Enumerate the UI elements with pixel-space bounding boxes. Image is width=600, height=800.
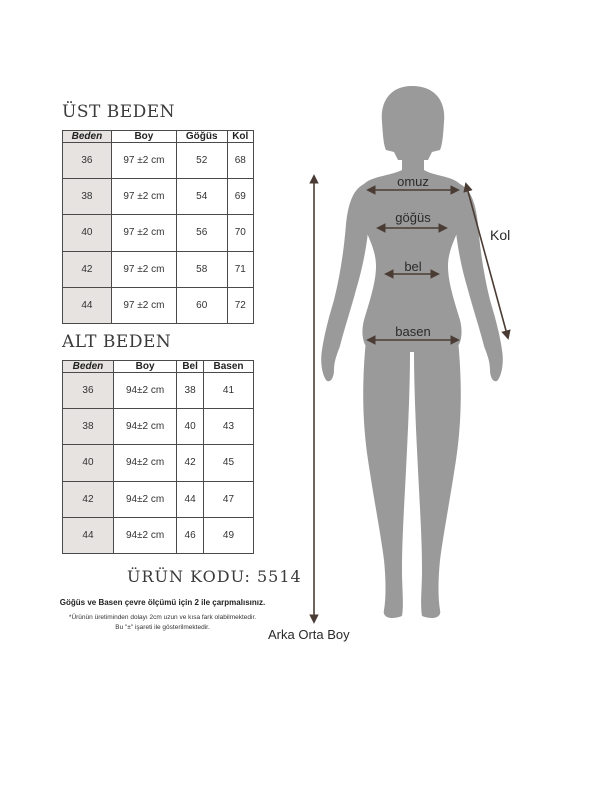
tolerance-note-line2: Bu "±" işareti ile gösterilmektedir. xyxy=(115,624,210,631)
cell-bel: 44 xyxy=(177,481,204,517)
right-arm-shape xyxy=(456,184,503,381)
alt-beden-title: ALT BEDEN xyxy=(62,332,172,352)
header-boy: Boy xyxy=(113,361,176,373)
cell-beden: 40 xyxy=(63,445,114,481)
cell-basen: 49 xyxy=(203,517,253,553)
cell-beden: 38 xyxy=(63,179,112,215)
left-arm-shape xyxy=(321,184,368,381)
header-boy: Boy xyxy=(111,131,176,143)
cell-bel: 42 xyxy=(177,445,204,481)
cell-basen: 43 xyxy=(203,409,253,445)
cell-kol: 68 xyxy=(227,143,254,179)
bel-label: bel xyxy=(404,259,422,274)
header-gogus: Göğüs xyxy=(176,131,227,143)
header-bel: Bel xyxy=(177,361,204,373)
cell-bel: 38 xyxy=(177,373,204,409)
product-code: ÜRÜN KODU: 5514 xyxy=(127,567,302,586)
kol-label: Kol xyxy=(490,227,511,243)
cell-beden: 44 xyxy=(63,287,112,323)
header-basen: Basen xyxy=(203,361,253,373)
cell-kol: 70 xyxy=(227,215,254,251)
header-beden: Beden xyxy=(63,131,112,143)
cell-basen: 41 xyxy=(203,373,253,409)
measurement-note: Göğüs ve Basen çevre ölçümü için 2 ile çarpmalısınız. xyxy=(59,598,266,607)
cell-boy: 94±2 cm xyxy=(113,373,176,409)
cell-gogus: 54 xyxy=(176,179,227,215)
cell-beden: 42 xyxy=(63,251,112,287)
cell-gogus: 60 xyxy=(176,287,227,323)
cell-boy: 94±2 cm xyxy=(113,517,176,553)
cell-kol: 72 xyxy=(227,287,254,323)
cell-beden: 42 xyxy=(63,481,114,517)
left-leg-shape xyxy=(363,340,410,618)
cell-kol: 69 xyxy=(227,179,254,215)
cell-basen: 47 xyxy=(203,481,253,517)
right-leg-shape xyxy=(414,340,461,618)
cell-boy: 97 ±2 cm xyxy=(111,179,176,215)
cell-kol: 71 xyxy=(227,251,254,287)
gogus-label: göğüs xyxy=(395,210,431,225)
cell-beden: 36 xyxy=(63,373,114,409)
cell-boy: 94±2 cm xyxy=(113,409,176,445)
tolerance-note-line1: *Ürünün üretiminden dolayı 2cm uzun ve kısa fark olabilmektedir. xyxy=(68,614,257,621)
cell-gogus: 58 xyxy=(176,251,227,287)
cell-gogus: 52 xyxy=(176,143,227,179)
basen-label: basen xyxy=(395,324,431,339)
header-beden: Beden xyxy=(63,361,114,373)
cell-boy: 94±2 cm xyxy=(113,481,176,517)
cell-beden: 36 xyxy=(63,143,112,179)
cell-gogus: 56 xyxy=(176,215,227,251)
header-kol: Kol xyxy=(227,131,254,143)
cell-beden: 44 xyxy=(63,517,114,553)
head-shape xyxy=(382,86,444,160)
cell-basen: 45 xyxy=(203,445,253,481)
cell-beden: 40 xyxy=(63,215,112,251)
ust-beden-title: ÜST BEDEN xyxy=(62,102,176,122)
arka-orta-boy-label: Arka Orta Boy xyxy=(268,627,350,642)
cell-boy: 97 ±2 cm xyxy=(111,215,176,251)
cell-boy: 97 ±2 cm xyxy=(111,143,176,179)
cell-bel: 40 xyxy=(177,409,204,445)
cell-boy: 97 ±2 cm xyxy=(111,251,176,287)
omuz-label: omuz xyxy=(397,174,429,189)
cell-beden: 38 xyxy=(63,409,114,445)
cell-boy: 97 ±2 cm xyxy=(111,287,176,323)
body-silhouette xyxy=(321,86,503,618)
cell-bel: 46 xyxy=(177,517,204,553)
cell-boy: 94±2 cm xyxy=(113,445,176,481)
